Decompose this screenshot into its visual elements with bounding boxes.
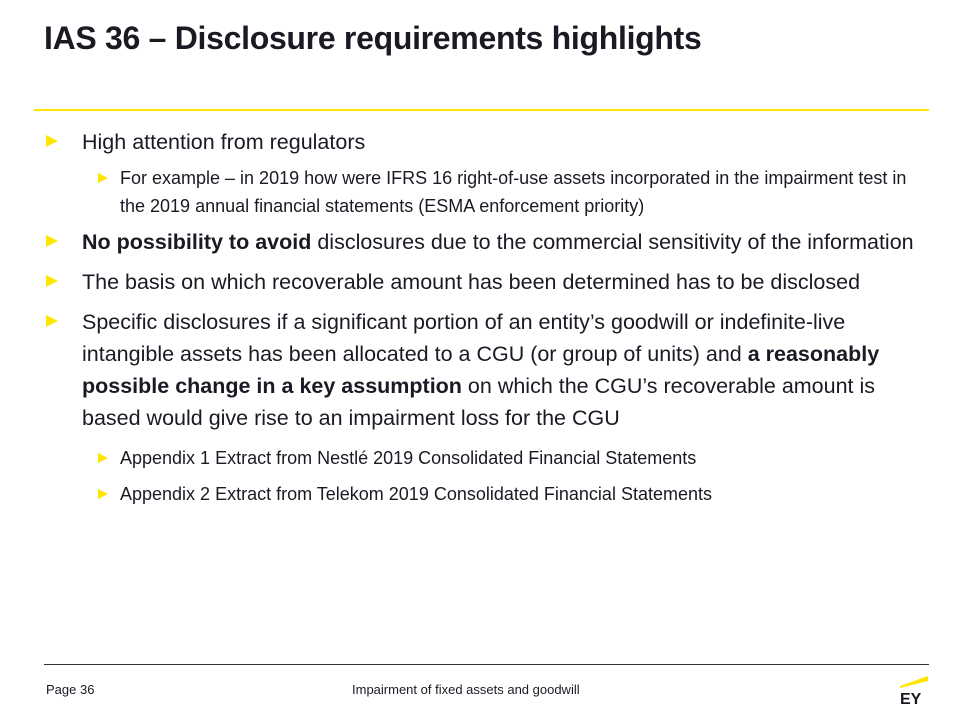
sub-bullet-arrow-icon bbox=[98, 453, 108, 463]
bullet-list bbox=[44, 126, 924, 508]
bullet-text: High attention from regulators bbox=[82, 130, 366, 154]
bullet-no-avoid bbox=[44, 226, 924, 258]
sub-bullet-text: For example – in 2019 how were IFRS 16 right-of-use assets incorporated in the impairment test in the 2019 annual financial statements (ESMA enforcement priority) bbox=[120, 168, 907, 216]
footer-title: Impairment of fixed assets and goodwill bbox=[352, 682, 580, 697]
sub-bullet-appendix-1 bbox=[120, 444, 924, 472]
bullet-arrow-icon bbox=[46, 235, 58, 247]
bullet-regulators bbox=[44, 126, 924, 158]
bullet-text: disclosures due to the commercial sensitivity of the information bbox=[311, 230, 914, 254]
sub-bullet-text: Appendix 1 Extract from Nestlé 2019 Consolidated Financial Statements bbox=[120, 448, 697, 468]
title-divider bbox=[34, 109, 929, 111]
sub-bullet-arrow-icon bbox=[98, 173, 108, 183]
sub-bullet-arrow-icon bbox=[98, 489, 108, 499]
bullet-bold-text: a reasonably possible change in a key assumption bbox=[82, 342, 880, 398]
slide-title: IAS 36 – Disclosure requirements highlights bbox=[44, 20, 702, 56]
sub-bullet-ifrs16 bbox=[120, 164, 924, 220]
ey-logo-icon bbox=[898, 672, 930, 706]
bullet-text: The basis on which recoverable amount has been determined has to be disclosed bbox=[82, 270, 861, 294]
bullet-text: Specific disclosures if a significant portion of an entity’s goodwill or indefinite-live intangible assets has been allocated to a CGU (or group of units) and bbox=[82, 310, 846, 366]
bullet-bold-text: No possibility to avoid bbox=[82, 230, 312, 254]
bullet-recoverable-basis bbox=[44, 266, 924, 298]
sub-bullet-text: Appendix 2 Extract from Telekom 2019 Consolidated Financial Statements bbox=[120, 484, 712, 504]
bullet-arrow-icon bbox=[46, 275, 58, 287]
footer-divider bbox=[44, 664, 929, 665]
bullet-specific-disclosures bbox=[44, 306, 924, 434]
page-number: Page 36 bbox=[46, 682, 95, 697]
ey-logo-text: EY bbox=[900, 691, 922, 706]
bullet-text: on which the CGU’s recoverable amount is based would give rise to an impairment loss for the CGU bbox=[82, 374, 876, 430]
bullet-arrow-icon bbox=[46, 315, 58, 327]
bullet-arrow-icon bbox=[46, 135, 58, 147]
sub-bullet-appendix-2 bbox=[120, 480, 924, 508]
